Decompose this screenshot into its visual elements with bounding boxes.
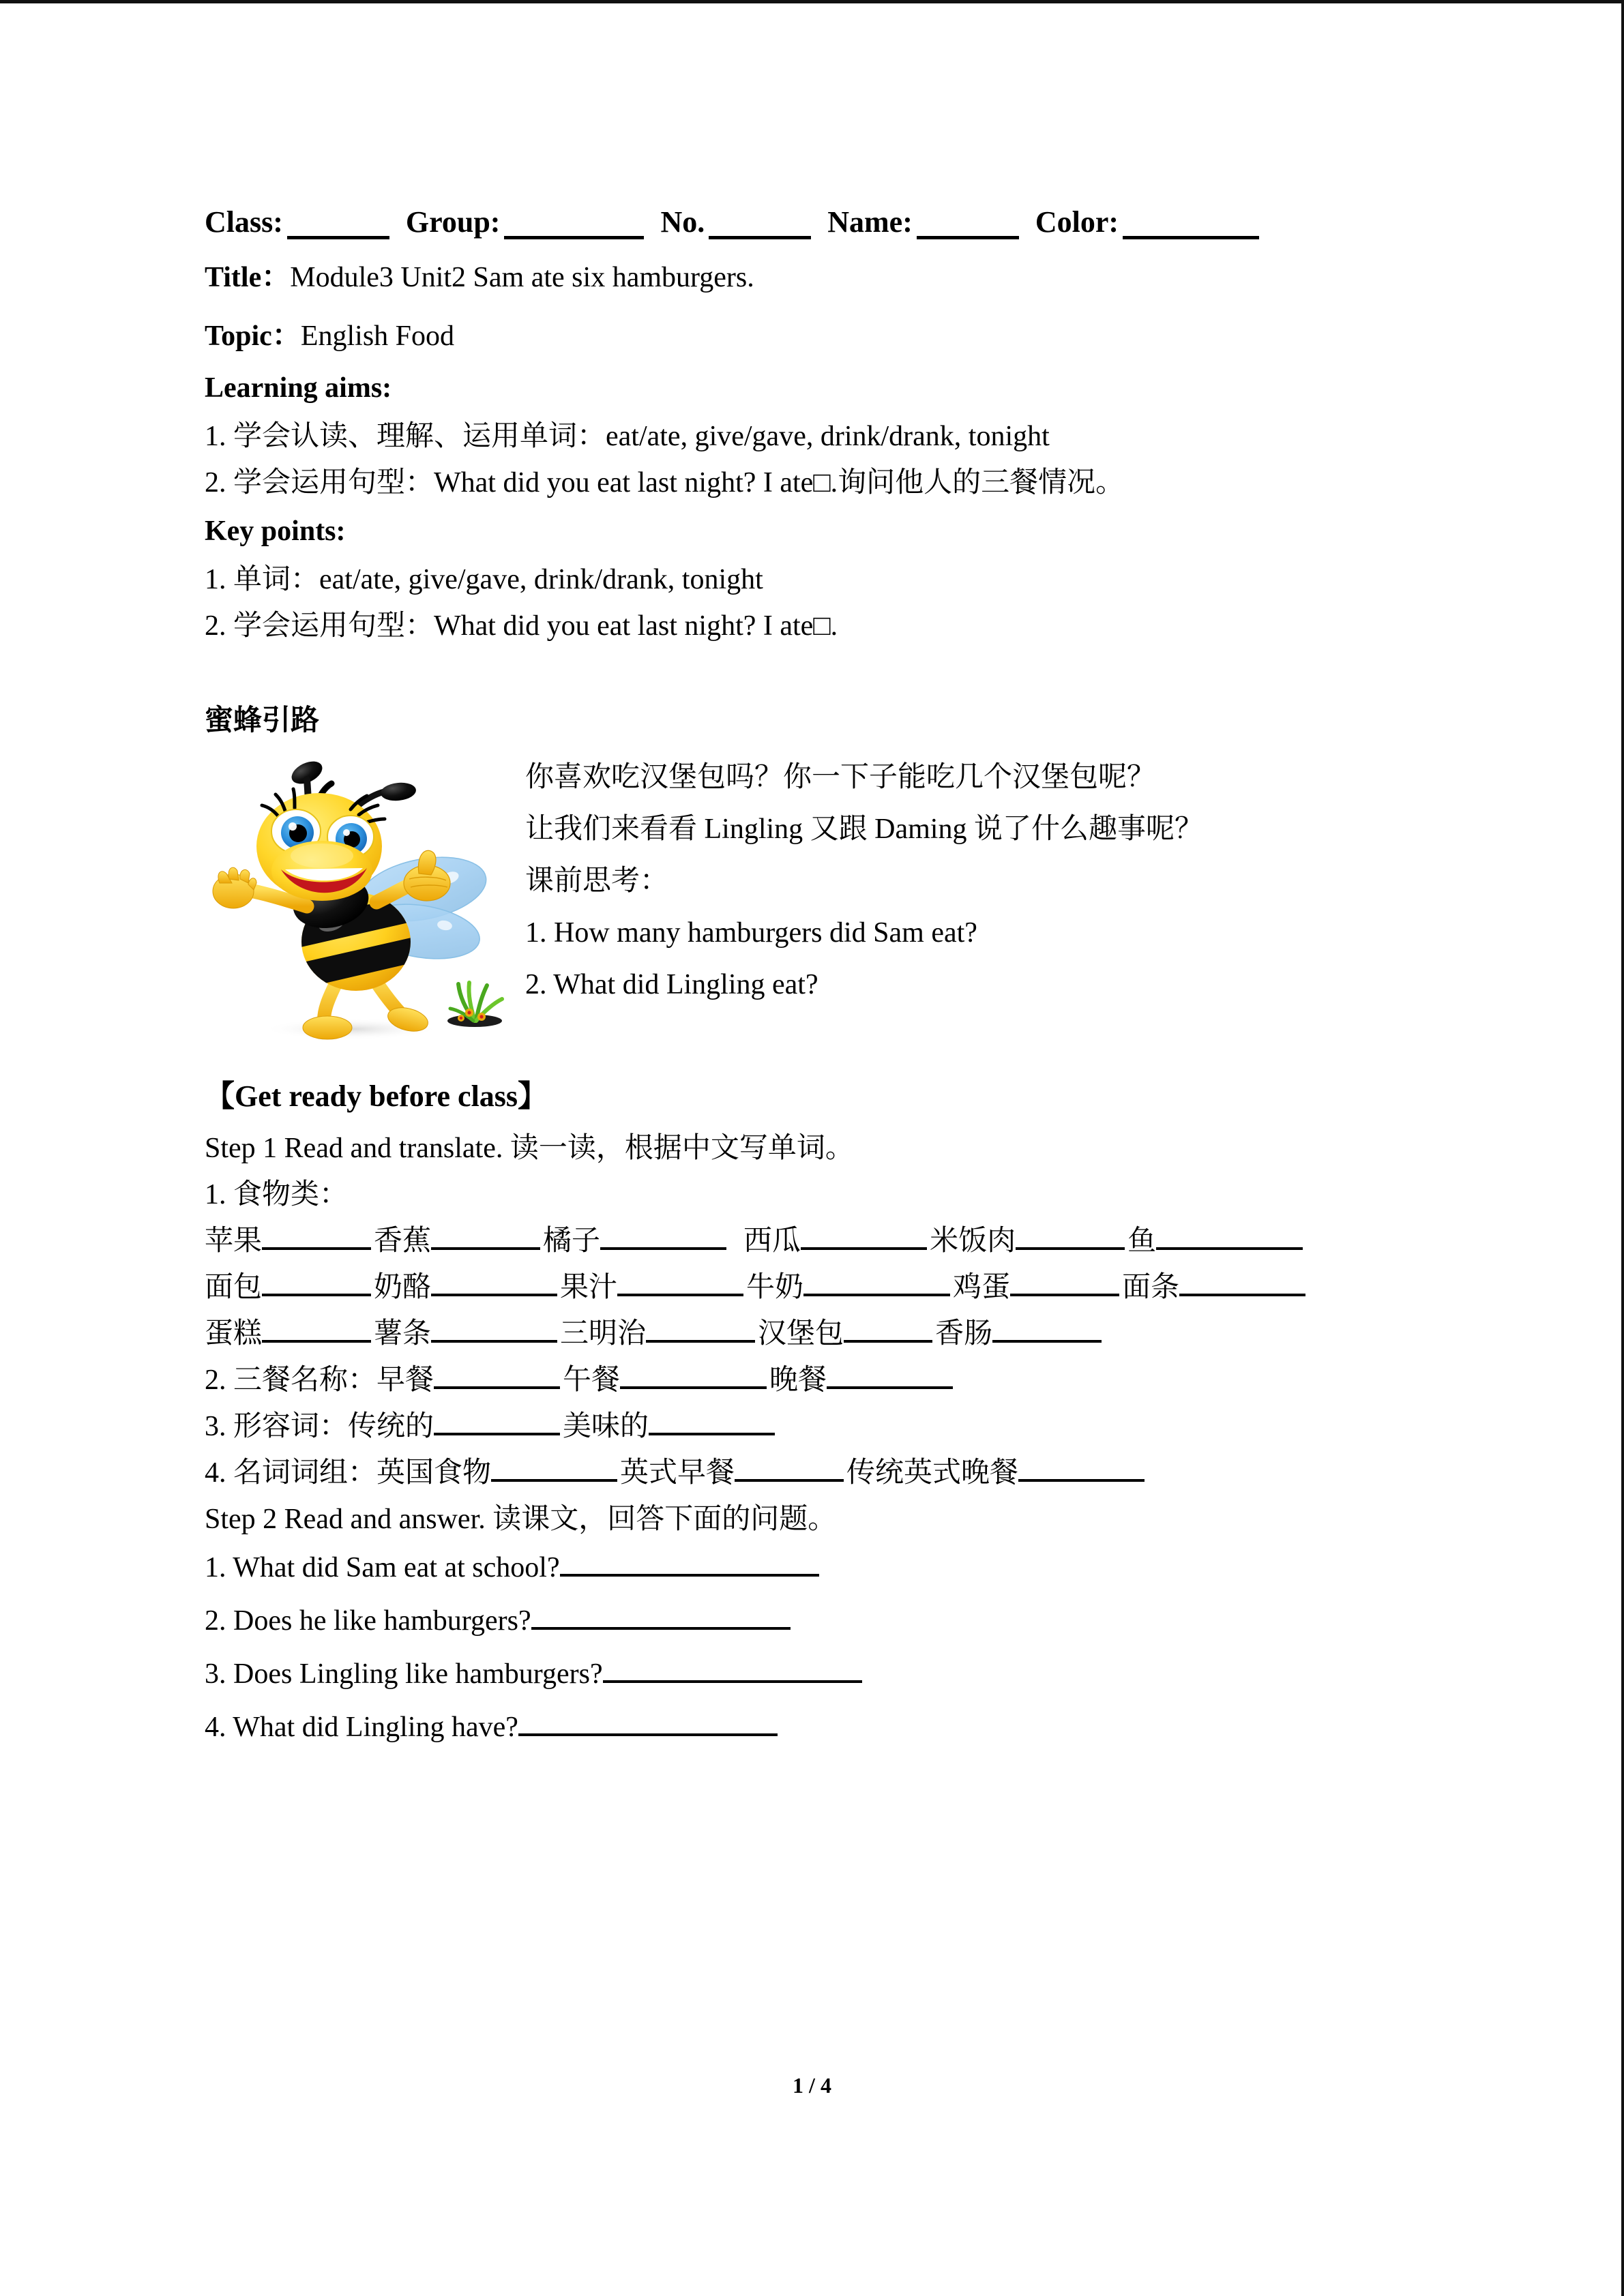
vocab-blank[interactable] xyxy=(262,1227,371,1250)
learning-aim-item: 1. 学会认读、理解、运用单词：eat/ate, give/gave, drink/drank, tonight xyxy=(205,421,1050,452)
vocab-blank[interactable] xyxy=(1010,1273,1119,1296)
student-info-row xyxy=(205,205,1432,239)
vocab-word: 面包 xyxy=(205,1272,263,1303)
food-category-label: 1. 食物类： xyxy=(205,1179,349,1210)
answer-blank[interactable] xyxy=(560,1553,819,1577)
lesson-title-row xyxy=(205,254,1432,295)
vocab-word: 香肠 xyxy=(935,1318,993,1350)
meal-word: 晚餐 xyxy=(769,1365,827,1396)
key-point-item: 2. 学会运用句型：What did you eat last night? I ate□. xyxy=(205,610,838,642)
vocab-word: 蛋糕 xyxy=(205,1318,263,1350)
vocab-word: 汉堡包 xyxy=(758,1318,844,1350)
noun-phrase-word: 英国食物 xyxy=(377,1457,492,1489)
vocab-word: 香蕉 xyxy=(374,1225,432,1257)
class-label: Class: xyxy=(205,205,283,239)
meal-blank[interactable] xyxy=(827,1366,953,1389)
color-blank[interactable] xyxy=(1123,213,1259,239)
name-blank[interactable] xyxy=(917,213,1019,239)
noun-phrase-blank[interactable] xyxy=(735,1459,844,1482)
meal-blank[interactable] xyxy=(434,1366,560,1389)
vocab-row xyxy=(205,1227,1432,1255)
question-text: 4. What did Lingling have? xyxy=(205,1712,518,1743)
step1-instruction: Step 1 Read and translate. 读一读，根据中文写单词。 xyxy=(205,1133,854,1164)
vocab-blank[interactable] xyxy=(1016,1227,1125,1250)
no-label: No. xyxy=(660,205,705,239)
vocab-word: 牛奶 xyxy=(746,1272,804,1303)
vocab-word: 米饭肉 xyxy=(930,1225,1016,1257)
bee-line: 你喜欢吃汉堡包吗？你一下子能吃几个汉堡包呢？ xyxy=(525,762,1156,793)
vocab-blank[interactable] xyxy=(844,1320,932,1343)
bee-text-block xyxy=(525,744,1432,1022)
answer-blank[interactable] xyxy=(518,1713,778,1736)
vocab-word: 西瓜 xyxy=(743,1225,801,1257)
answer-question-row xyxy=(205,1711,1432,1744)
meal-word: 早餐 xyxy=(377,1365,434,1396)
noun-phrase-blank[interactable] xyxy=(1018,1459,1145,1482)
bee-illustration xyxy=(205,744,525,1044)
vocab-blank[interactable] xyxy=(617,1273,743,1296)
noun-phrase-word: 英式早餐 xyxy=(620,1457,735,1489)
answer-blank[interactable] xyxy=(603,1660,862,1683)
name-label: Name: xyxy=(827,205,913,239)
noun-phrase-blank[interactable] xyxy=(491,1459,617,1482)
answer-blank[interactable] xyxy=(531,1607,791,1630)
group-blank[interactable] xyxy=(504,213,644,239)
adjective-word: 美味的 xyxy=(563,1411,649,1442)
adjective-blank[interactable] xyxy=(434,1412,560,1435)
topic-label: Topic： xyxy=(205,320,301,352)
adjectives-label: 3. 形容词： xyxy=(205,1411,349,1442)
noun-phrase-word: 传统英式晚餐 xyxy=(846,1457,1019,1489)
vocab-word: 果汁 xyxy=(560,1272,618,1303)
meals-label: 2. 三餐名称： xyxy=(205,1365,377,1396)
answer-question-row xyxy=(205,1658,1432,1690)
vocab-word: 鸡蛋 xyxy=(953,1272,1011,1303)
vocab-blank[interactable] xyxy=(431,1273,557,1296)
bee-section-heading: 蜜蜂引路 xyxy=(205,705,320,736)
no-blank[interactable] xyxy=(709,213,811,239)
adjectives-row xyxy=(205,1412,1432,1441)
learning-aims-heading: Learning aims: xyxy=(205,372,392,404)
vocab-word: 橘子 xyxy=(543,1225,601,1257)
vocab-word: 鱼 xyxy=(1127,1225,1157,1257)
pre-class-question: 1. How many hamburgers did Sam eat? xyxy=(525,917,977,949)
bee-line: 让我们来看看 Lingling 又跟 Daming 说了什么趣事呢？ xyxy=(525,814,1203,845)
title-label: Title： xyxy=(205,262,291,293)
answer-question-row xyxy=(205,1551,1432,1584)
topic-value: English Food xyxy=(300,320,455,352)
question-text: 3. Does Lingling like hamburgers? xyxy=(205,1658,603,1690)
class-blank[interactable] xyxy=(287,213,389,239)
key-points-heading: Key points: xyxy=(205,516,346,547)
vocab-row xyxy=(205,1320,1432,1348)
adjective-word: 传统的 xyxy=(348,1411,434,1442)
vocab-blank[interactable] xyxy=(262,1273,371,1296)
vocab-blank[interactable] xyxy=(1156,1227,1303,1250)
vocab-blank[interactable] xyxy=(431,1320,557,1343)
vocab-word: 苹果 xyxy=(205,1225,263,1257)
page-footer: 1 / 4 xyxy=(793,2073,831,2098)
lesson-topic-row xyxy=(205,313,1432,354)
meal-word: 午餐 xyxy=(563,1365,621,1396)
vocab-word: 三明治 xyxy=(560,1318,647,1350)
color-label: Color: xyxy=(1035,205,1119,239)
meal-blank[interactable] xyxy=(620,1366,767,1389)
step2-instruction: Step 2 Read and answer. 读课文，回答下面的问题。 xyxy=(205,1504,837,1535)
vocab-word: 薯条 xyxy=(374,1318,432,1350)
pre-class-thinking-label: 课前思考： xyxy=(525,865,669,897)
vocab-blank[interactable] xyxy=(992,1320,1102,1343)
vocab-blank[interactable] xyxy=(801,1227,927,1250)
question-text: 1. What did Sam eat at school? xyxy=(205,1552,560,1583)
key-point-item: 1. 单词：eat/ate, give/gave, drink/drank, tonight xyxy=(205,564,763,595)
vocab-word: 奶酪 xyxy=(374,1272,432,1303)
vocab-blank[interactable] xyxy=(646,1320,755,1343)
pre-class-question: 2. What did Lingling eat? xyxy=(525,969,818,1000)
vocab-blank[interactable] xyxy=(431,1227,540,1250)
learning-aim-item: 2. 学会运用句型：What did you eat last night? I ate□.询问他人的三餐情况。 xyxy=(205,467,1125,498)
bee-section xyxy=(205,744,1432,1044)
question-text: 2. Does he like hamburgers? xyxy=(205,1605,531,1637)
adjective-blank[interactable] xyxy=(649,1412,775,1435)
noun-phrases-row xyxy=(205,1459,1432,1487)
group-label: Group: xyxy=(405,205,501,239)
noun-phrases-label: 4. 名词词组： xyxy=(205,1457,377,1489)
answer-question-row xyxy=(205,1605,1432,1637)
title-value: Module3 Unit2 Sam ate six hamburgers. xyxy=(290,262,754,293)
vocab-blank[interactable] xyxy=(1179,1273,1305,1296)
vocab-word: 面条 xyxy=(1122,1272,1180,1303)
vocab-blank[interactable] xyxy=(262,1320,371,1343)
document-content xyxy=(205,205,1432,1764)
vocab-row xyxy=(205,1273,1432,1302)
vocab-blank[interactable] xyxy=(803,1273,950,1296)
vocab-blank[interactable] xyxy=(600,1227,726,1250)
meals-row xyxy=(205,1366,1432,1395)
get-ready-heading: 【Get ready before class】 xyxy=(205,1079,548,1113)
